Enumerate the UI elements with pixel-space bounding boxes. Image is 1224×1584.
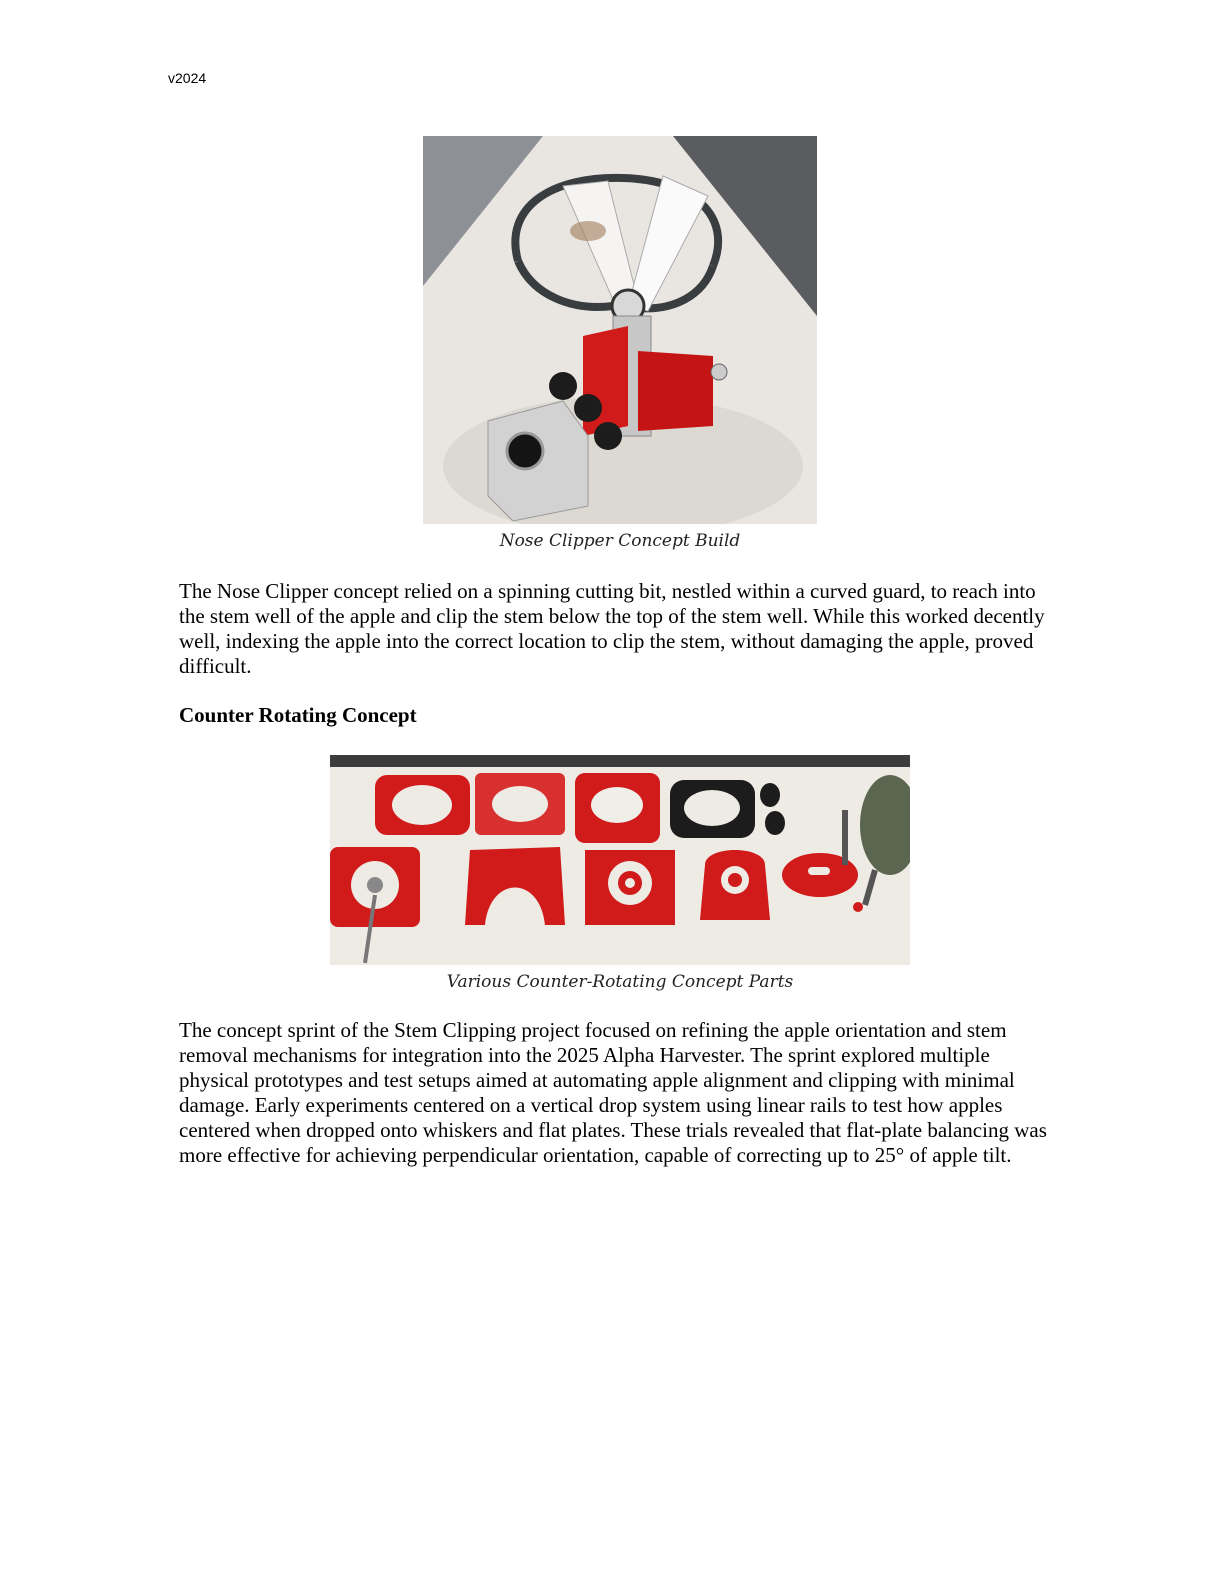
- version-label: v2024: [168, 70, 207, 86]
- section-heading: Counter Rotating Concept: [179, 703, 417, 727]
- counter-rotating-parts-photo: [330, 755, 910, 965]
- figure-caption: Various Counter-Rotating Concept Parts: [446, 972, 794, 992]
- body-paragraph: The Nose Clipper concept relied on a spinning cutting bit, nestled within a curved guard, to reach into the stem well of the apple and clip the stem below the top of the stem well. While this worked decently well, indexing the apple into the correct location to clip the stem, without damaging the apple, proved difficult.: [179, 579, 1045, 678]
- nose-clipper-photo: [423, 136, 817, 524]
- figure-caption: Nose Clipper Concept Build: [499, 531, 741, 551]
- body-paragraph: The concept sprint of the Stem Clipping project focused on refining the apple orientation and stem removal mechanisms for integration into the 2025 Alpha Harvester. The sprint explored multiple physical prototypes and test setups aimed at automating apple alignment and clipping with minimal damage. Early experiments centered on a vertical drop system using linear rails to test how apples centered when dropped onto whiskers and flat plates. These trials revealed that flat-plate balancing was more effective for achieving perpendicular orientation, capable of correcting up to 25° of apple tilt.: [179, 1018, 1047, 1167]
